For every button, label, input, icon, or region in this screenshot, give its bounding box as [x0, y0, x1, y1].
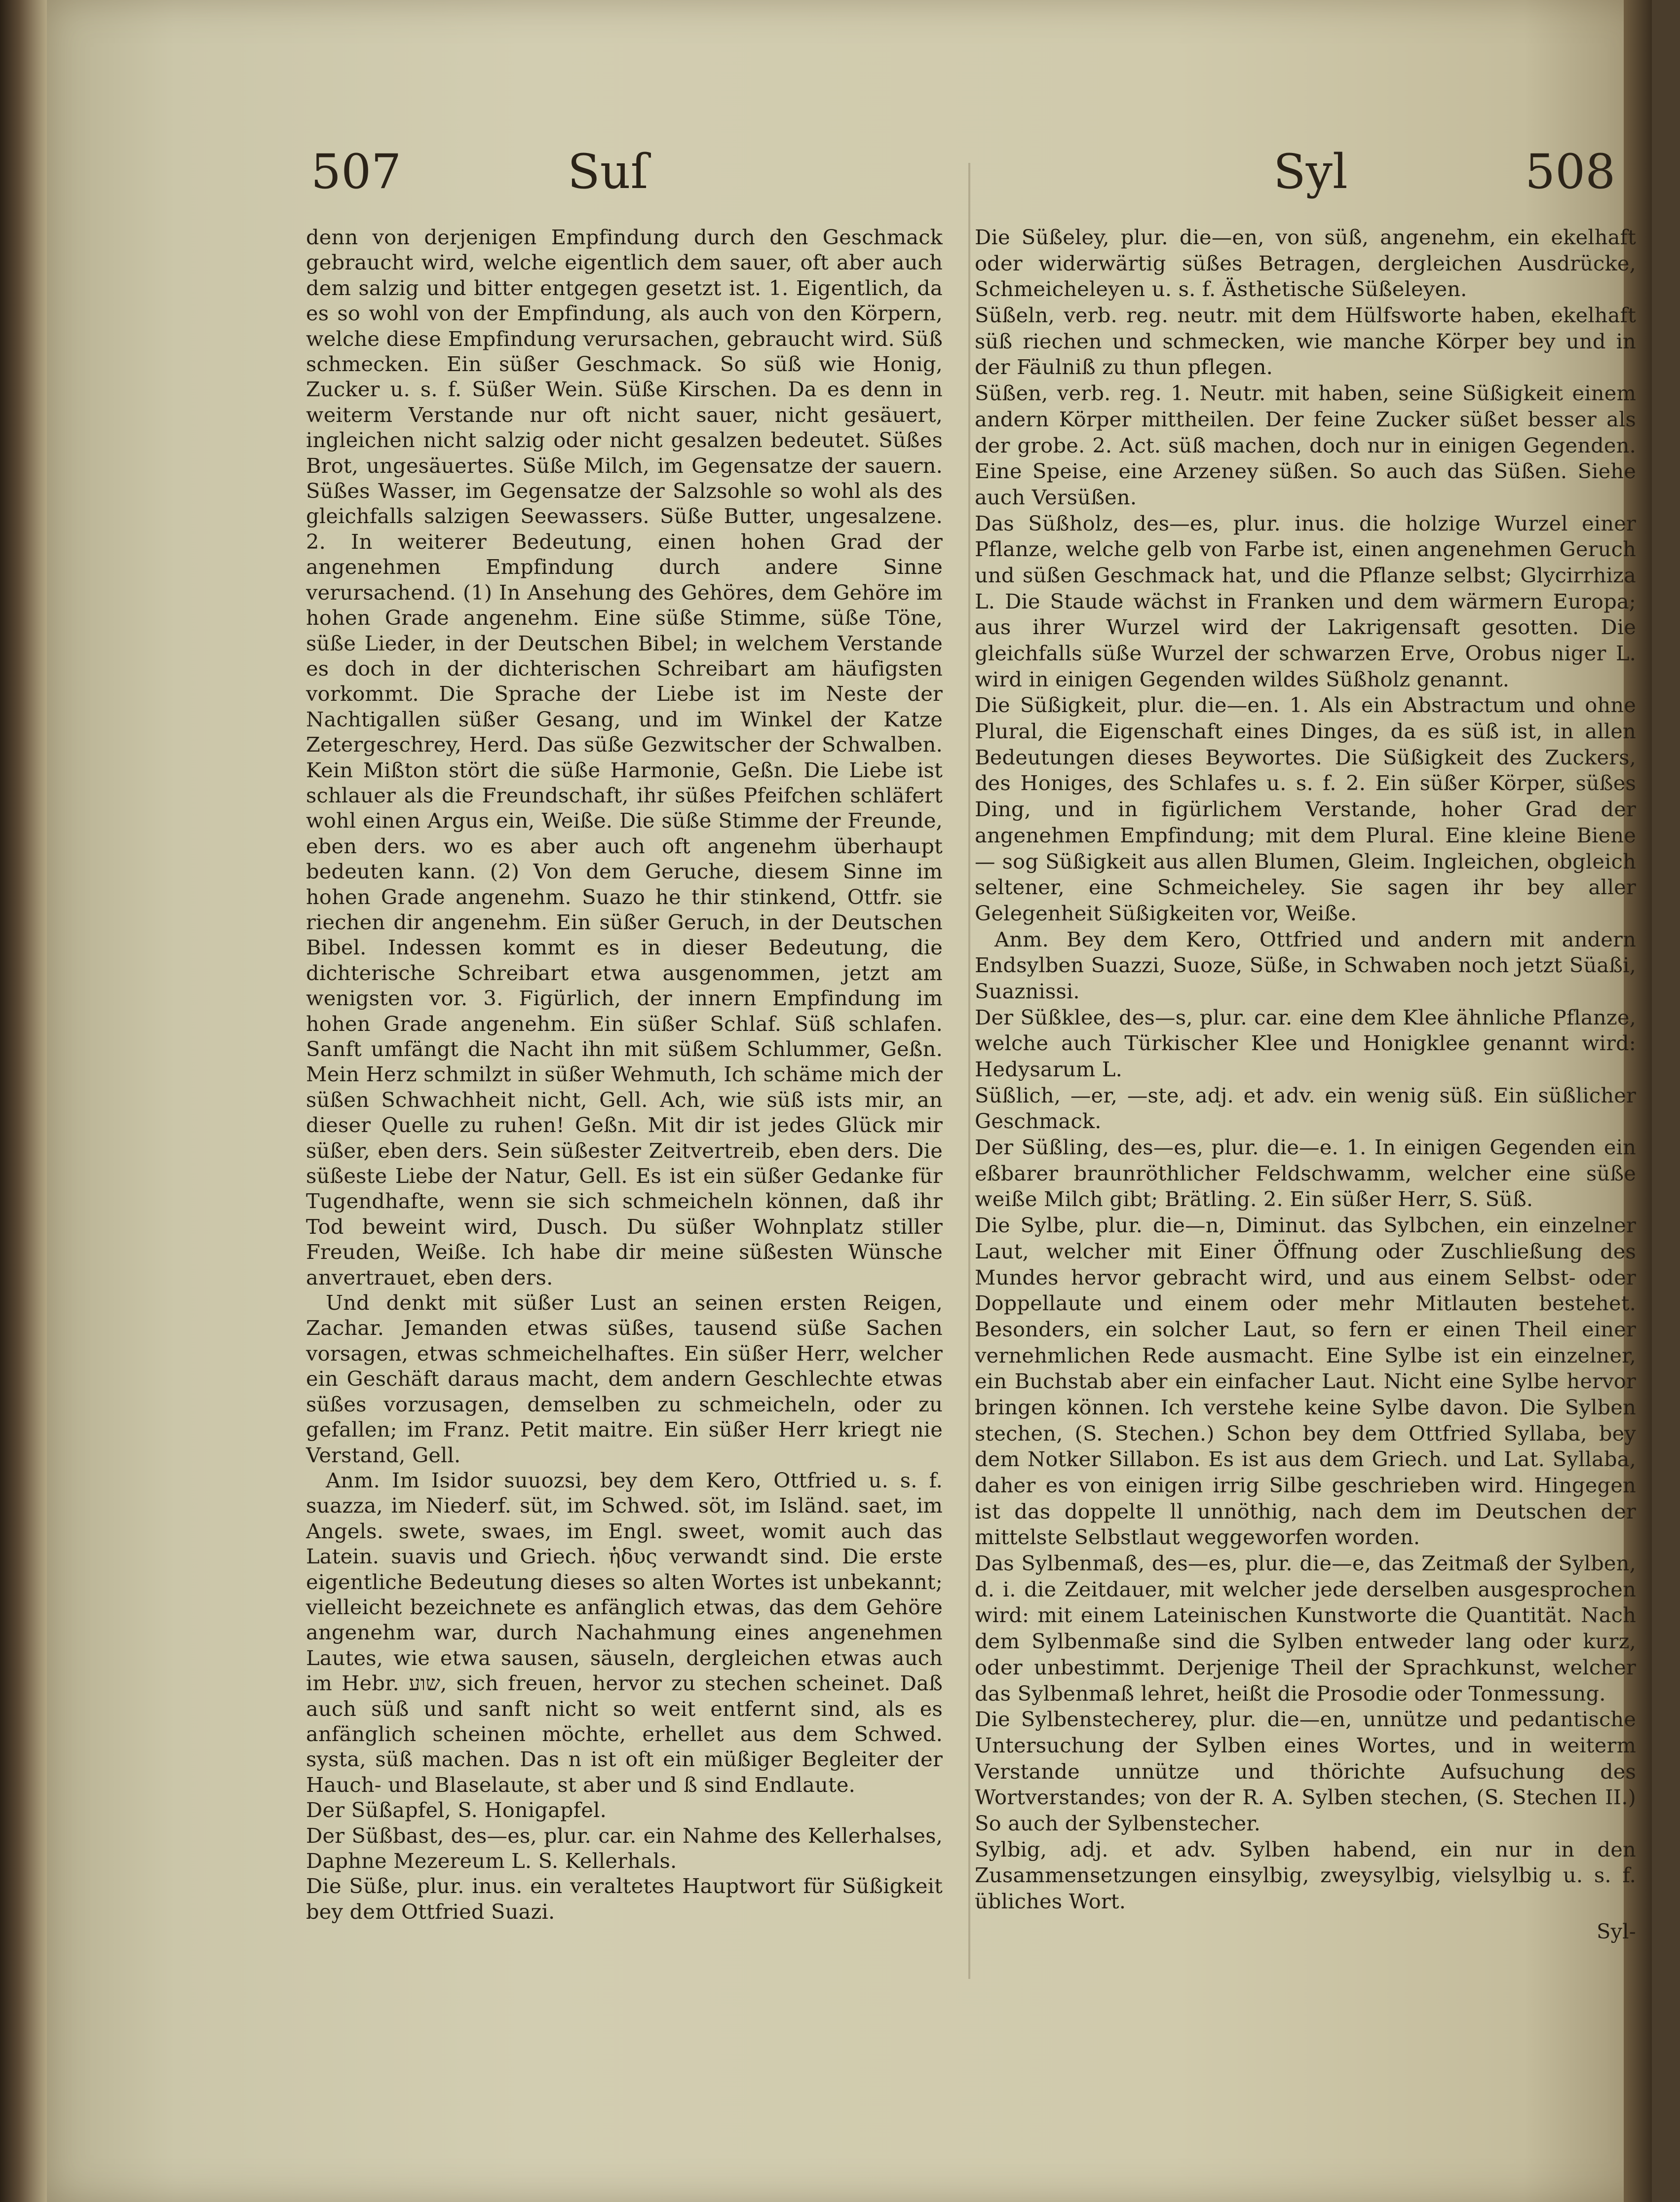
catchword: Syl-: [1597, 1919, 1636, 1943]
column-gutter: [968, 163, 970, 1979]
book-binding: [0, 0, 47, 2202]
entry-sylbenmass: Das Sylbenmaß, des—es, plur. die—e, das Zeitmaß der Sylben, d. i. die Zeitdauer, mit welcher jede derselben ausgesprochen wird: mit einem Lateinischen Kunstworte die Quantität. Nach dem Sylbenmaße sind die Sylben entweder lang oder kurz, oder unbestimmt. Derjenige Theil der Sprachkunst, welcher das Sylbenmaß lehret, heißt die Prosodie oder Tonmessung.: [975, 1551, 1636, 1706]
entry-sylbe: Die Sylbe, plur. die—n, Diminut. das Sylbchen, ein einzelner Laut, welcher mit Einer Öffnung oder Zuschließung des Mundes hervor gebracht wird, und aus einem Selbst- oder Doppellaute und einem oder mehr Mitlauten bestehet. Besonders, ein solcher Laut, so fern er einen Theil einer vernehmlichen Rede ausmacht. Eine Sylbe ist ein einzelner, ein Buchstab aber ein einfacher Laut. Nicht eine Sylbe hervor bringen können. Ich verstehe keine Sylbe davon. Die Sylben stechen, (S. Stechen.) Schon bey dem Ottfried Syllaba, bey dem Notker Sillabon. Es ist aus dem Griech. und Lat. Syllaba, daher es von einigen irrig Silbe geschrieben wird. Hingegen ist das doppelte ll unnöthig, nach dem im Deutschen der mittelste Selbstlaut weggeworfen worden.: [975, 1213, 1636, 1550]
right-page-number: 508: [1525, 144, 1616, 199]
entry-suess-body: denn von derjenigen Empfindung durch den Geschmack gebraucht wird, welche eigentlich dem sauer, oft aber auch dem salzig und bitter entgegen gesetzt ist. 1. Eigentlich, da es so wohl von der Empfindung, als auch von den Körpern, welche diese Empfindung verursachen, gebraucht wird. Süß schmecken. Ein süßer Geschmack. So süß wie Honig, Zucker u. s. f. Süßer Wein. Süße Kirschen. Da es denn in weiterm Verstande nur oft nicht sauer, nicht gesäuert, ingleichen nicht salzig oder nicht gesalzen bedeutet. Süßes Brot, ungesäuertes. Süße Milch, im Gegensatze der sauern. Süßes Wasser, im Gegensatze der Salzsohle so wohl als des gleichfalls salzigen Seewassers. Süße Butter, ungesalzene. 2. In weiterer Bedeutung, einen hohen Grad der angenehmen Empfindung durch andere Sinne verursachend. (1) In Ansehung des Gehöres, dem Gehöre im hohen Grade angenehm. Eine süße Stimme, süße Töne, süße Lieder, in der Deutschen Bibel; in welchem Verstande es doch in der dichterischen Schreibart am häufigsten vorkommt. Die Sprache der Liebe ist im Neste der Nachtigallen süßer Gesang, und im Winkel der Katze Zetergeschrey, Herd. Das süße Gezwitscher der Schwalben. Kein Mißton stört die süße Harmonie, Geßn. Die Liebe ist schlauer als die Freundschaft, ihr süßes Pfeifchen schläfert wohl einen Argus ein, Weiße. Die süße Stimme der Freunde, eben ders. wo es aber auch oft angenehm überhaupt bedeuten kann. (2) Von dem Geruche, diesem Sinne im hohen Grade angenehm. Suazo he thir stinkend, Ottfr. sie riechen dir angenehm. Ein süßer Geruch, in der Deutschen Bibel. Indessen kommt es in dieser Bedeutung, die dichterische Schreibart etwa ausgenommen, jetzt am wenigsten vor. 3. Figürlich, der innern Empfindung im hohen Grade angenehm. Ein süßer Schlaf. Süß schlafen. Sanft umfängt die Nacht ihn mit süßem Schlummer, Geßn. Mein Herz schmilzt in süßer Wehmuth, Ich schäme mich der süßen Schwachheit nicht, Gell. Ach, wie süß ists mir, an dieser Quelle zu ruhen! Geßn. Mit dir ist jedes Glück mir süßer, eben ders. Sein süßester Zeitvertreib, eben ders. Die süßeste Liebe der Natur, Gell. Es ist ein süßer Gedanke für Tugendhafte, wenn sie sich schmeicheln können, daß ihr Tod beweint wird, Dusch. Du süßer Wohnplatz stiller Freuden, Weiße. Ich habe dir meine süßesten Wünsche anvertrauet, eben ders.: [306, 225, 943, 1290]
entry-suesseln: Süßeln, verb. reg. neutr. mit dem Hülfsworte haben, ekelhaft süß riechen und schmecken, wie manche Körper bey und in der Fäulniß zu thun pflegen.: [975, 303, 1636, 380]
entry-suesseley: Die Süßeley, plur. die—en, von süß, angenehm, ein ekelhaft oder widerwärtig süßes Betragen, dergleichen Ausdrücke, Schmeicheleyen u. s. f. Ästhetische Süßeleyen.: [975, 225, 1636, 302]
left-page-number: 507: [311, 144, 402, 199]
entry-suessbast: Der Süßbast, des—es, plur. car. ein Nahme des Kellerhalses, Daphne Mezereum L. S. Kellerhals.: [306, 1823, 943, 1873]
entry-suessholz: Das Süßholz, des—es, plur. inus. die holzige Wurzel einer Pflanze, welche gelb von Farbe ist, einen angenehmen Geruch und süßen Geschmack hat, und die Pflanze selbst; Glycirrhiza L. Die Staude wächst in Franken und dem wärmern Europa; aus ihrer Wurzel wird der Lakrigensaft gesotten. Die gleichfalls süße Wurzel der schwarzen Erve, Orobus niger L. wird in einigen Gegenden wildes Süßholz genannt.: [975, 511, 1636, 691]
entry-sylbig: Sylbig, adj. et adv. Sylben habend, ein nur in den Zusammensetzungen einsylbig, zweysylbig, vielsylbig u. s. f. übliches Wort.: [975, 1837, 1636, 1913]
entry-suessigkeit-annotation: Anm. Bey dem Kero, Ottfried und andern mit andern Endsylben Suazzi, Suoze, Süße, in Schwaben noch jetzt Süaßi, Suaznissi.: [975, 927, 1636, 1003]
left-running-head: Suſ: [568, 144, 649, 199]
entry-suessklee: Der Süßklee, des—s, plur. car. eine dem Klee ähnliche Pflanze, welche auch Türkischer Klee und Honigklee genannt wird: Hedysarum L.: [975, 1005, 1636, 1081]
entry-suess-continued: Und denkt mit süßer Lust an seinen ersten Reigen, Zachar. Jemanden etwas süßes, tausend süße Sachen vorsagen, etwas schmeichelhaftes. Ein süßer Herr, welcher ein Geschäft daraus macht, dem andern Geschlechte etwas süßes vorzusagen, demselben zu schmeicheln, oder zu gefallen; im Franz. Petit maitre. Ein süßer Herr kriegt nie Verstand, Gell.: [306, 1291, 943, 1467]
entry-sylbenstecherey: Die Sylbenstecherey, plur. die—en, unnütze und pedantische Untersuchung der Sylben eines Wortes, und in weiterm Verstande unnütze und thörichte Aufsuchung des Wortverstandes; von der R. A. Sylben stechen, (S. Stechen II.) So auch der Sylbenstecher.: [975, 1707, 1636, 1835]
right-running-head: Syl: [1273, 144, 1348, 199]
left-text-column: [306, 225, 943, 1924]
right-text-column: [975, 225, 1636, 1944]
entry-suessapfel: Der Süßapfel, S. Honigapfel.: [306, 1798, 607, 1822]
entry-suessen: Süßen, verb. reg. 1. Neutr. mit haben, seine Süßigkeit einem andern Körper mittheilen. Der feine Zucker süßet besser als der grobe. 2. Act. süß machen, doch nur in einigen Gegenden. Eine Speise, eine Arzeney süßen. So auch das Süßen. Siehe auch Versüßen.: [975, 381, 1636, 509]
entry-suessigkeit: Die Süßigkeit, plur. die—en. 1. Als ein Abstractum und ohne Plural, die Eigenschaft eines Dinges, da es süß ist, in allen Bedeutungen dieses Beywortes. Die Süßigkeit des Zuckers, des Honiges, des Schlafes u. s. f. 2. Ein süßer Körper, süßes Ding, und in figürlichem Verstande, hoher Grad der angenehmen Empfindung; mit dem Plural. Eine kleine Biene — sog Süßigkeit aus allen Blumen, Gleim. Ingleichen, obgleich seltener, eine Schmeicheley. Sie sagen ihr bey aller Gelegenheit Süßigkeiten vor, Weiße.: [975, 693, 1636, 925]
entry-suessling: Der Süßling, des—es, plur. die—e. 1. In einigen Gegenden ein eßbarer braunröthlicher Feldschwamm, welcher eine süße weiße Milch gibt; Brätling. 2. Ein süßer Herr, S. Süß.: [975, 1135, 1636, 1212]
entry-suess-annotation: Anm. Im Isidor suuozsi, bey dem Kero, Ottfried u. s. f. suazza, im Niederf. süt, im Schwed. söt, im Isländ. saet, im Angels. swete, swaes, im Engl. sweet, womit auch das Latein. suavis und Griech. ἡδυς verwandt sind. Die erste eigentliche Bedeutung dieses so alten Wortes ist unbekannt; vielleicht bezeichnete es anfänglich etwas, das dem Gehöre angenehm war, durch Nachahmung eines angenehmen Lautes, wie etwa sausen, säuseln, dergleichen etwas auch im Hebr. שוע, sich freuen, hervor zu stechen scheinet. Daß auch süß und sanft nicht so weit entfernt sind, als es anfänglich scheinen möchte, erhellet aus dem Schwed. systa, süß machen. Das n ist oft ein müßiger Begleiter der Hauch- und Blaselaute, st aber und ß sind Endlaute.: [306, 1468, 943, 1797]
entry-suesse: Die Süße, plur. inus. ein veraltetes Hauptwort für Süßigkeit bey dem Ottfried Suazi.: [306, 1874, 943, 1924]
entry-suesslich: Süßlich, —er, —ste, adj. et adv. ein wenig süß. Ein süßlicher Geschmack.: [975, 1083, 1636, 1134]
